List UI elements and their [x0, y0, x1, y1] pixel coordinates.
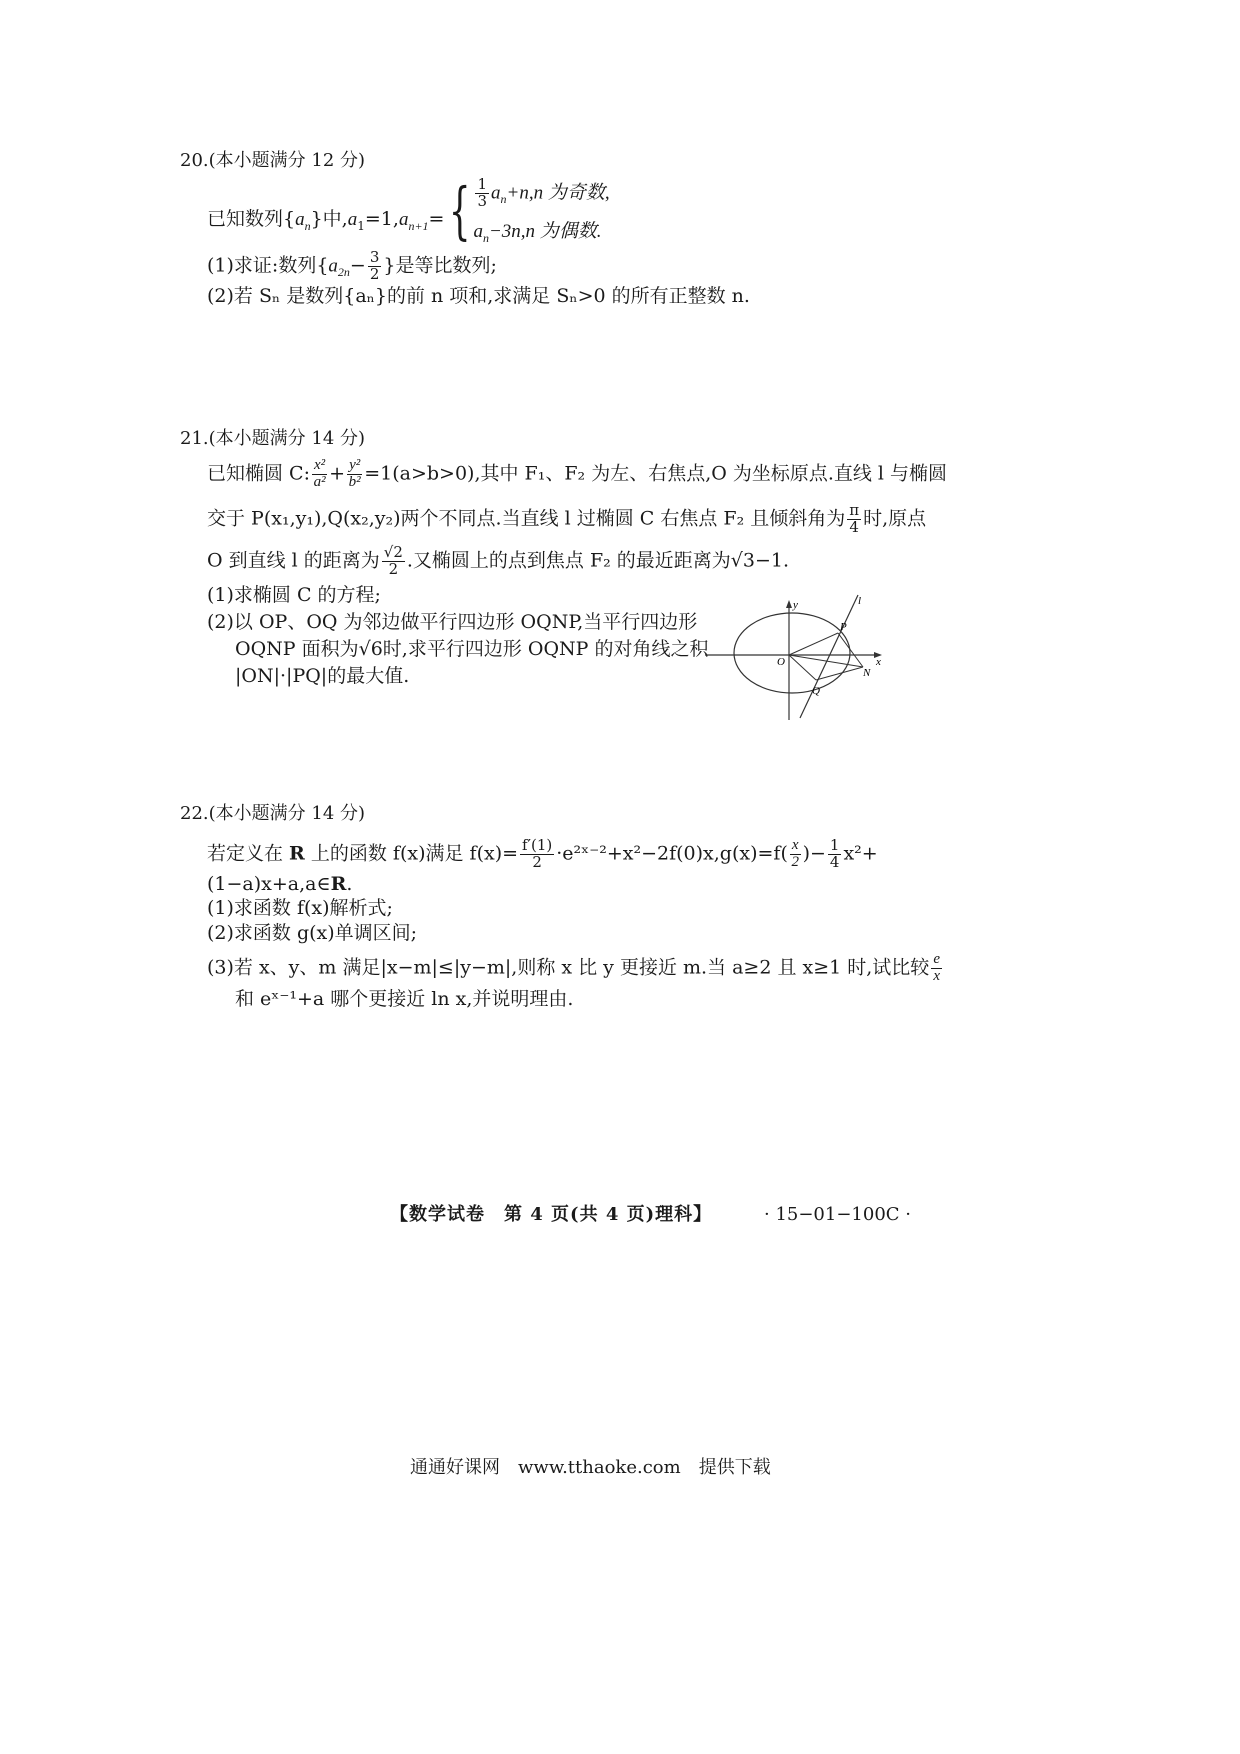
fig-label-l: l — [858, 595, 862, 607]
y-axis-arrow — [786, 600, 792, 608]
fig-label-y: y — [793, 599, 798, 611]
q22-line2: (1−a)x+a,a∈R. — [207, 873, 353, 895]
q22-header: 22.(本小题满分 14 分) — [180, 803, 366, 824]
q21-line3: O 到直线 l 的距离为 $\frac{√2}{2}$ .又椭圆上的点到焦点 F₂ 的最近距离为√3−1. — [207, 543, 790, 578]
fig-label-p: P — [840, 621, 847, 633]
exam-code: · 15−01−100C · — [764, 1204, 911, 1225]
q22-part1: (1)求函数 f(x)解析式; — [207, 897, 393, 919]
q20-part2: (2)若 Sₙ 是数列{aₙ}的前 n 项和,求满足 Sₙ>0 的所有正整数 n. — [207, 285, 750, 307]
q22-part3-line2: 和 eˣ⁻¹+a 哪个更接近 ln x,并说明理由. — [235, 988, 574, 1010]
fig-label-n: N — [863, 667, 871, 679]
q21-part1: (1)求椭圆 C 的方程; — [207, 584, 381, 606]
ellipse-curve — [734, 613, 850, 693]
q22-part2: (2)求函数 g(x)单调区间; — [207, 922, 418, 944]
q20-part1: (1)求证:数列{$a_{2n}-$ $\frac{3}{2}$ }是等比数列; — [207, 248, 497, 283]
fig-label-x: x — [876, 656, 881, 668]
q20-piecewise: { $\frac{1}{3}$ $a_n+n,n$ 为奇数, $a_n-3n,n$ 为偶数. — [448, 174, 610, 248]
fig-label-q: Q — [812, 685, 820, 697]
q20-header: 20.(本小题满分 12 分) — [180, 150, 366, 171]
q21-part2-line1: (2)以 OP、OQ 为邻边做平行四边形 OQNP,当平行四边形 — [207, 611, 698, 633]
q21-part2-line3: |ON|·|PQ|的最大值. — [235, 665, 410, 687]
q22-line1: 若定义在 R 上的函数 f(x)满足 f(x)= $\frac{f'(1)}{2}$ ·e²ˣ⁻²+x²−2f(0)x,g(x)=f( $\frac{x}{2}$ )− $\frac{1}{4}$ x²+ — [207, 836, 878, 871]
q22-part3-line1: (3)若 x、y、m 满足|x−m|≤|y−m|,则称 x 比 y 更接近 m.当 a≥2 且 x≥1 时,试比较 $\frac{e}{x}$ — [207, 951, 940, 984]
exam-footer: 【数学试卷 第 4 页(共 4 页)理科】 — [390, 1204, 713, 1225]
ellipse-figure — [700, 590, 900, 725]
download-source: 通通好课网 www.tthaoke.com 提供下载 — [410, 1457, 771, 1478]
fig-label-o: O — [777, 656, 785, 668]
q21-part2-line2: OQNP 面积为√6时,求平行四边形 OQNP 的对角线之积 — [235, 638, 709, 660]
q21-header: 21.(本小题满分 14 分) — [180, 428, 366, 449]
q21-line2: 交于 P(x₁,y₁),Q(x₂,y₂)两个不同点.当直线 l 过椭圆 C 右焦点 F₂ 且倾斜角为 $\frac{\pi}{4}$ 时,原点 — [207, 501, 927, 536]
q21-line1: 已知椭圆 C: $\frac{\text{x²}}{\text{a²}}$ + $\frac{\text{y²}}{\text{b²}}$ =1(a>b>0),其中 F₁、F₂ 为左、右焦点,O 为坐标原点.直线 l 与椭圆 — [207, 457, 948, 490]
segment-pn — [838, 633, 863, 667]
